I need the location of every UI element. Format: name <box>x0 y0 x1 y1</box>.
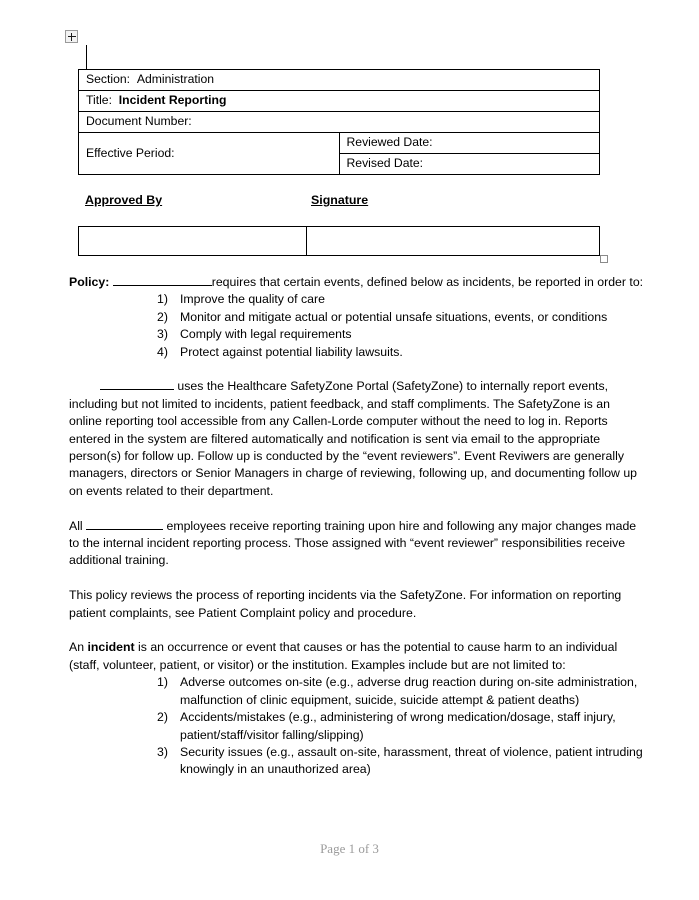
cell-document-number[interactable] <box>79 112 600 133</box>
cell-revised-date[interactable] <box>339 154 600 175</box>
list-item-text: Adverse outcomes on-site (e.g., adverse drug reaction during on-site administration, malfunction of clinic equipment, suicide, suicide attempt & patient deaths) <box>180 675 638 707</box>
cell-title[interactable] <box>79 91 600 112</box>
spacer <box>69 570 644 587</box>
definition-lead: An <box>69 640 85 655</box>
list-marker: 4) <box>157 344 168 359</box>
text-cursor <box>86 45 87 70</box>
cell-signature-value[interactable] <box>307 227 600 256</box>
list-marker: 3) <box>157 327 168 342</box>
list-marker: 1) <box>157 292 168 307</box>
incident-examples-list <box>69 674 644 778</box>
list-marker: 1) <box>157 675 168 690</box>
approved-by-heading: Approved By <box>85 193 163 207</box>
organization-blank-field-1[interactable] <box>100 389 174 390</box>
signature-headings <box>78 193 600 211</box>
document-header-table <box>78 69 600 175</box>
policy-blank-field[interactable] <box>113 285 212 286</box>
list-item <box>157 344 644 361</box>
signature-table <box>78 226 600 256</box>
scope-paragraph: This policy reviews the process of reporting incidents via the SafetyZone. For information on reporting patient complaints, see Patient Complaint policy and procedure. <box>69 588 622 620</box>
page-number-footer: Page 1 of 3 <box>320 841 379 856</box>
cell-effective-period[interactable] <box>79 133 340 175</box>
spacer <box>69 500 644 517</box>
list-item <box>157 744 644 779</box>
policy-intro-text: requires that certain events, defined below as incidents, be reported in order to: <box>211 275 644 289</box>
document-number-label: Document Number: <box>86 114 192 128</box>
document-body <box>69 274 644 779</box>
list-marker: 2) <box>157 710 168 725</box>
revised-date-label: Revised Date: <box>346 156 424 170</box>
policy-intro-paragraph <box>69 274 644 291</box>
list-item <box>157 709 644 744</box>
section-label: Section: <box>86 72 131 86</box>
list-marker: 2) <box>157 309 168 324</box>
safetyzone-paragraph <box>69 378 644 500</box>
list-item-text: Accidents/mistakes (e.g., administering of wrong medication/dosage, staff injury, patient/staff/visitor falling/slipping) <box>180 710 616 742</box>
reviewed-date-label: Reviewed Date: <box>346 135 433 149</box>
definition-rest: is an occurrence or event that causes or has the potential to cause harm to an individual (staff, volunteer, patient, or visitor) or the institution. Examples include but are not limited to: <box>69 640 618 672</box>
table-row-title <box>79 91 600 112</box>
training-paragraph-lead: All <box>69 518 83 533</box>
spacer <box>69 622 644 639</box>
cell-approved-by-value[interactable] <box>79 227 307 256</box>
title-value: Incident Reporting <box>118 93 227 107</box>
list-item-text: Improve the quality of care <box>180 292 325 307</box>
incident-definition-paragraph <box>69 639 644 674</box>
section-value: Administration <box>136 72 215 86</box>
training-paragraph <box>69 518 644 570</box>
table-row-document-number <box>79 112 600 133</box>
list-item-text: Comply with legal requirements <box>180 327 352 342</box>
title-label: Title: <box>86 93 112 107</box>
list-item-text: Monitor and mitigate actual or potential unsafe situations, events, or conditions <box>180 309 608 324</box>
table-move-handle-icon[interactable] <box>65 30 78 43</box>
signature-heading: Signature <box>311 193 369 207</box>
list-item-text: Protect against potential liability lawsuits. <box>180 344 403 359</box>
table-row-effective-period <box>79 133 600 154</box>
cell-section[interactable] <box>79 70 600 91</box>
cell-reviewed-date[interactable] <box>339 133 600 154</box>
table-row-signature <box>79 227 600 256</box>
table-row-section <box>79 70 600 91</box>
organization-blank-field-2[interactable] <box>86 529 163 530</box>
list-item <box>157 326 644 343</box>
effective-period-label: Effective Period: <box>86 145 175 160</box>
list-item <box>157 674 644 709</box>
policy-purposes-list <box>69 291 644 361</box>
table-resize-handle-icon[interactable] <box>600 255 608 263</box>
policy-label: Policy: <box>69 275 110 289</box>
list-item-text: Security issues (e.g., assault on-site, harassment, threat of violence, patient intruding knowingly in an unauthorized area) <box>180 744 643 777</box>
safetyzone-paragraph-text: uses the Healthcare SafetyZone Portal (SafetyZone) to internally report events, including but not limited to incidents, patient feedback, and staff compliments. The SafetyZone is an online reporting tool accessible from any Callen-Lorde computer without the need to log in. Reports entered in the system are filtered automatically and notification is sent via email to the appropriate person(s) for follow up. Follow up is conducted by the “event reviewers”. Event Reviwers are generally managers, directors or Senior Managers in charge of reviewing, following up, and documenting follow up on events related to their department. <box>69 379 638 498</box>
list-item <box>157 309 644 326</box>
training-paragraph-text: employees receive reporting training upon hire and following any major changes made to the internal incident reporting process. Those assigned with “event reviewer” responsibilities receive additional training. <box>69 518 637 568</box>
list-item <box>157 291 644 308</box>
spacer <box>69 361 644 378</box>
definition-term: incident <box>87 640 135 655</box>
list-marker: 3) <box>157 744 168 759</box>
